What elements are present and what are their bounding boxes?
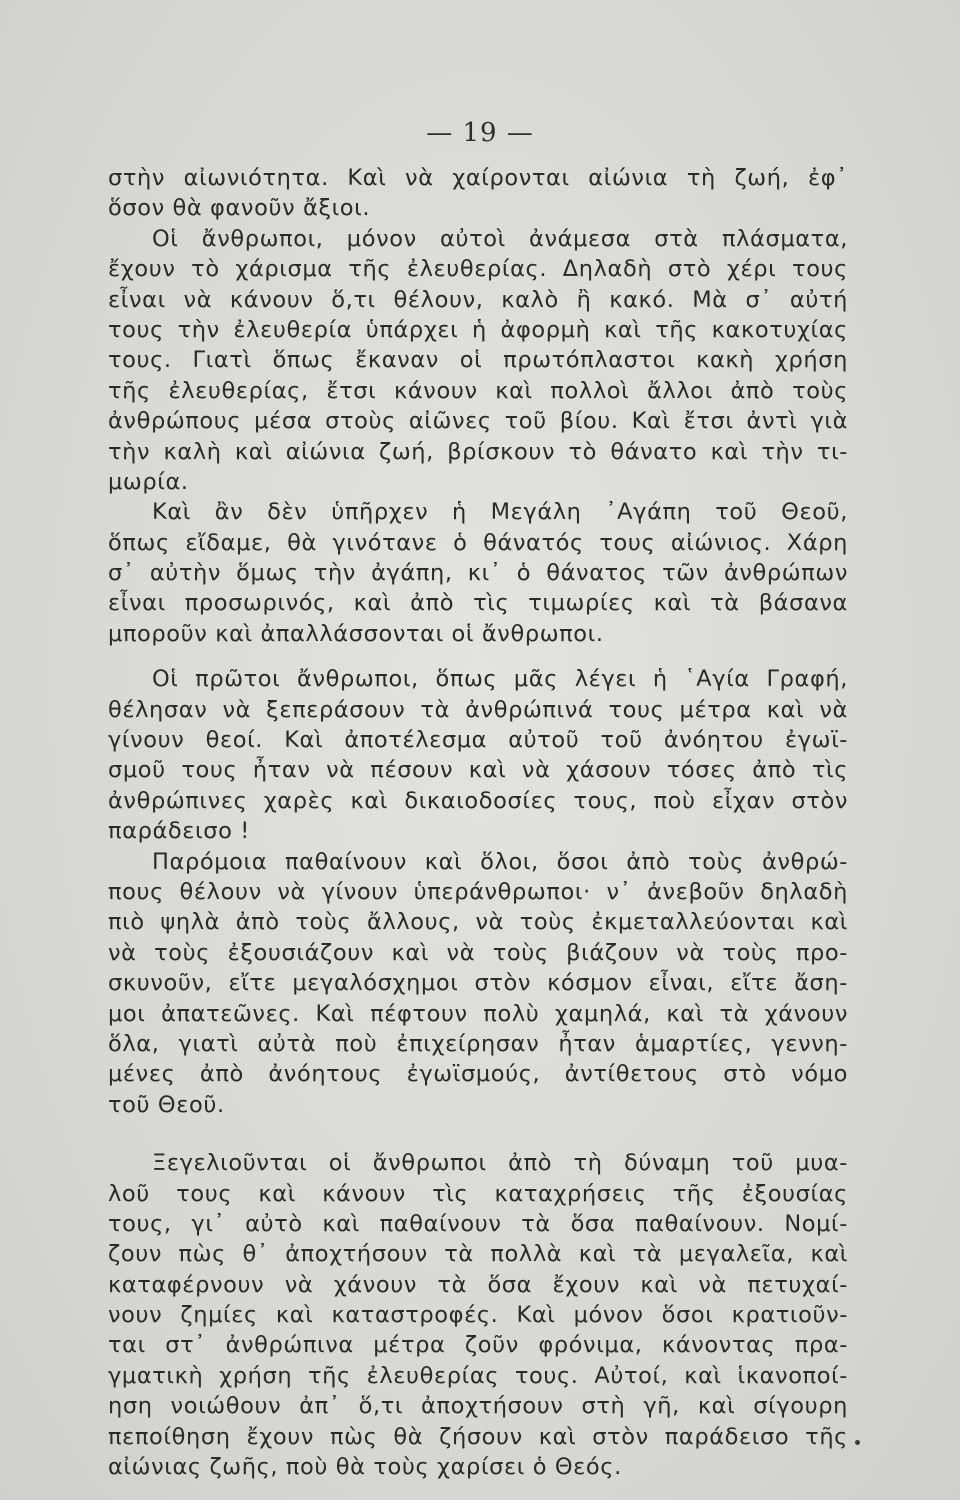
ink-speck [855,1440,860,1445]
text-line: τους, γι᾿ αὐτὸ καὶ παθαίνουν τὰ ὅσα παθαίνουν. Νομί- [108,1210,848,1237]
paragraph-gap [108,1120,848,1148]
text-line: καταφέρνουν νὰ χάνουν τὰ ὅσα ἔχουν καὶ νὰ πετυχαί- [108,1271,848,1298]
text-line: ὅσον θὰ φανοῦν ἄξιοι. [108,195,371,222]
text-line: τῆς ἐλευθερίας, ἔτσι κάνουν καὶ πολλοὶ ἄλλοι ἀπὸ τοὺς [108,377,848,404]
paragraph-gap [108,649,848,664]
text-line: ται στ᾿ ἀνθρώπινα μέτρα ζοῦν φρόνιμα, κάνοντας πρα- [108,1332,848,1359]
text-line: μωρία. [108,468,189,495]
paragraph [108,664,848,846]
page-number: — 19 — [426,118,534,148]
paragraph [108,163,848,224]
text-line: γίνουν θεοί. Καὶ ἀποτέλεσμα αὐτοῦ τοῦ ἀνόητου ἐγωϊ- [108,727,848,754]
text-line: μοι ἀπατεῶνες. Καὶ πέφτουν πολὺ χαμηλά, καὶ τὰ χάνουν [108,1000,848,1027]
text-line: παράδεισο ! [108,818,250,845]
text-line: ὅπως εἴδαμε, θὰ γινότανε ὁ θάνατός τους αἰώνιος. Χάρη [108,529,848,556]
paragraph [108,224,848,498]
text-line: νὰ τοὺς ἐξουσιάζουν καὶ νὰ τοὺς βιάζουν νὰ τοὺς προ- [108,939,848,966]
text-line: τοῦ Θεοῦ. [108,1091,225,1118]
text-line: ἔχουν τὸ χάρισμα τῆς ἐλευθερίας. Δηλαδὴ στὸ χέρι τους [108,256,848,283]
text-line: ὅλα, γιατὶ αὐτὰ ποὺ ἐπιχείρησαν ἦταν ἁμαρτίες, γεννη- [108,1030,848,1057]
paragraph [108,1148,848,1482]
text-line: Παρόμοια παθαίνουν καὶ ὅλοι, ὅσοι ἀπὸ τοὺς ἀνθρώ- [152,848,848,875]
text-line: Οἱ πρῶτοι ἄνθρωποι, ὅπως μᾶς λέγει ἡ ῾Αγία Γραφή, [152,666,848,693]
text-line: τὴν καλὴ καὶ αἰώνια ζωή, βρίσκουν τὸ θάνατο καὶ τὴν τι- [108,438,848,465]
paragraph [108,847,848,1121]
text-line: σκυνοῦν, εἴτε μεγαλόσχημοι στὸν κόσμον εἶναι, εἴτε ἄση- [108,970,848,997]
text-line: τους τὴν ἐλευθερία ὑπάρχει ἡ ἀφορμὴ καὶ τῆς κακοτυχίας [108,316,848,343]
text-line: πεποίθηση ἔχουν πὼς θὰ ζήσουν καὶ στὸν παράδεισο τῆς [108,1423,848,1450]
text-line: νουν ζημίες καὶ καταστροφές. Καὶ μόνον ὅσοι κρατιοῦν- [108,1302,848,1329]
text-line: ἀνθρώπους μέσα στοὺς αἰῶνες τοῦ βίου. Καὶ ἔτσι ἀντὶ γιὰ [108,408,848,435]
text-line: ζουν πὼς θ᾿ ἀποχτήσουν τὰ πολλὰ καὶ τὰ μεγαλεῖα, καὶ [108,1241,848,1268]
text-line: σ᾿ αὐτὴν ὅμως τὴν ἀγάπη, κι᾿ ὁ θάνατος τῶν ἀνθρώπων [108,560,848,587]
body-text [108,163,848,1482]
text-line: πιὸ ψηλὰ ἀπὸ τοὺς ἄλλους, νὰ τοὺς ἐκμεταλλεύονται καὶ [108,909,848,936]
text-line: σμοῦ τους ἦταν νὰ πέσουν καὶ νὰ χάσουν τόσες ἀπὸ τὶς [108,757,848,784]
text-line: ἀνθρώπινες χαρὲς καὶ δικαιοδοσίες τους, ποὺ εἶχαν στὸν [108,787,848,814]
text-line: μένες ἀπὸ ἀνόητους ἐγωϊσμούς, ἀντίθετους στὸ νόμο [108,1061,848,1088]
text-line: εἶναι προσωρινός, καὶ ἀπὸ τὶς τιμωρίες καὶ τὰ βάσανα [108,590,848,617]
text-line: πους θέλουν νὰ γίνουν ὑπεράνθρωποι· ν᾿ ἀνεβοῦν δηλαδὴ [108,878,848,905]
text-line: στὴν αἰωνιότητα. Καὶ νὰ χαίρονται αἰώνια τὴ ζωή, ἐφ᾿ [108,165,848,191]
text-line: εἶναι νὰ κάνουν ὅ,τι θέλουν, καλὸ ἢ κακό. Μὰ σ᾿ αὐτή [108,286,848,313]
text-line: λοῦ τους καὶ κάνουν τὶς καταχρήσεις τῆς ἐξουσίας [108,1180,848,1207]
text-line: τους. Γιατὶ ὅπως ἔκαναν οἱ πρωτόπλαστοι κακὴ χρήση [108,347,848,374]
text-line: γματικὴ χρήση τῆς ἐλευθερίας τους. Αὐτοί, καὶ ἱκανοποί- [108,1362,848,1389]
text-line: μποροῦν καὶ ἀπαλλάσσονται οἱ ἄνθρωποι. [108,620,604,647]
text-line: Ξεγελιοῦνται οἱ ἄνθρωποι ἀπὸ τὴ δύναμη τοῦ μυα- [152,1150,848,1177]
text-line: θέλησαν νὰ ξεπεράσουν τὰ ἀνθρώπινά τους μέτρα καὶ νὰ [108,696,848,723]
text-line: ηση νοιώθουν ἀπ᾿ ὅ,τι ἀποχτήσουν στὴ γῆ, καὶ σίγουρη [108,1393,848,1420]
text-line: Οἱ ἄνθρωποι, μόνον αὐτοὶ ἀνάμεσα στὰ πλάσματα, [152,225,848,252]
text-line: Καὶ ἂν δὲν ὑπῆρχεν ἡ Μεγάλη ᾿Αγάπη τοῦ Θεοῦ, [152,499,848,526]
paragraph [108,497,848,649]
text-line: αἰώνιας ζωῆς, ποὺ θὰ τοὺς χαρίσει ὁ Θεός. [108,1454,622,1481]
